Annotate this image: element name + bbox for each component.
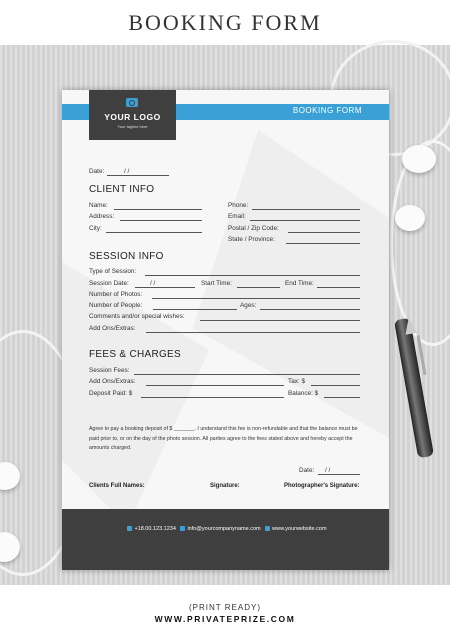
comments-field[interactable]	[200, 320, 360, 321]
phone-label: Phone:	[228, 202, 249, 209]
state-label: State / Province:	[228, 236, 275, 243]
logo	[89, 90, 176, 140]
booking-form-paper	[62, 90, 389, 570]
fees-addons-field[interactable]	[146, 385, 284, 386]
city-field[interactable]	[106, 232, 202, 233]
email-icon	[180, 526, 185, 531]
session-info-title: SESSION INFO	[89, 251, 164, 262]
name-label: Name:	[89, 202, 108, 209]
date-field[interactable]	[107, 175, 169, 176]
balance-label: Balance: $	[288, 390, 319, 397]
address-field[interactable]	[120, 220, 202, 221]
tax-field[interactable]	[311, 385, 360, 386]
start-time-label: Start Time:	[201, 280, 232, 287]
photographer-signature-label: Photographer's Signature:	[284, 483, 360, 489]
session-type-label: Type of Session:	[89, 268, 137, 275]
postal-label: Postal / Zip Code:	[228, 225, 279, 232]
camera-icon	[126, 98, 138, 107]
phone-field[interactable]	[252, 209, 360, 210]
print-ready-label: (PRINT READY)	[189, 603, 261, 612]
earphone-bud-right-1	[402, 145, 436, 173]
deposit-field[interactable]	[141, 397, 284, 398]
deposit-label: Deposit Paid: $	[89, 390, 133, 397]
logo-text: YOUR LOGO	[104, 112, 161, 122]
globe-icon	[265, 526, 270, 531]
name-field[interactable]	[114, 209, 202, 210]
contact-row	[62, 526, 389, 532]
postal-field[interactable]	[288, 232, 360, 233]
session-date-field[interactable]	[135, 287, 195, 288]
balance-field[interactable]	[324, 397, 360, 398]
site-url[interactable]: WWW.PRIVATEPRIZE.COM	[154, 614, 296, 624]
date-mask: / /	[124, 168, 130, 175]
end-time-label: End Time:	[285, 280, 314, 287]
session-fees-label: Session Fees:	[89, 367, 130, 374]
header-label: BOOKING FORM	[292, 106, 362, 115]
session-addons-field[interactable]	[146, 332, 360, 333]
session-fees-field[interactable]	[134, 374, 360, 375]
date-label: Date:	[89, 168, 105, 175]
email-field[interactable]	[250, 220, 360, 221]
client-info-title: CLIENT INFO	[89, 184, 155, 195]
ages-label: Ages:	[240, 302, 257, 309]
sign-date-label: Date:	[299, 467, 315, 474]
earphone-bud-right-2	[395, 205, 425, 231]
fees-title: FEES & CHARGES	[89, 349, 181, 360]
state-field[interactable]	[286, 243, 360, 244]
ages-field[interactable]	[260, 309, 360, 310]
session-date-label: Session Date:	[89, 280, 129, 287]
clients-full-names-label: Clients Full Names:	[89, 483, 145, 489]
people-label: Number of People:	[89, 302, 143, 309]
contact-footer	[62, 509, 389, 570]
photos-label: Number of Photos:	[89, 291, 143, 298]
signature-label: Signature:	[210, 483, 240, 489]
sign-date-field[interactable]	[318, 474, 360, 475]
page-title: BOOKING FORM	[128, 10, 322, 35]
logo-tagline: Your tagline here	[117, 124, 148, 129]
comments-label: Comments and/or special wishes:	[89, 313, 185, 320]
people-field[interactable]	[153, 309, 237, 310]
agreement-text: Agree to pay a booking deposit of $ _______. I understand this fee is non-refundable and that the balance must be paid prior to, or on the day of the photo session. All parties agree to the fees stated above and hereby accept the amounts charged.	[89, 426, 358, 451]
session-addons-label: Add Ons/Extras:	[89, 325, 136, 332]
tax-label: Tax: $	[288, 378, 306, 385]
end-time-field[interactable]	[317, 287, 360, 288]
start-time-field[interactable]	[237, 287, 280, 288]
address-label: Address:	[89, 213, 115, 220]
footer-website[interactable]: www.yourwebsite.com	[272, 526, 327, 532]
footer-email[interactable]: info@yourcompanyname.com	[187, 526, 261, 532]
photos-field[interactable]	[152, 298, 360, 299]
fees-addons-label: Add Ons/Extras:	[89, 378, 136, 385]
footer-phone: +18.00.123.1234	[134, 526, 176, 532]
sign-date-mask: / /	[325, 467, 331, 474]
email-label: Email:	[228, 213, 246, 220]
phone-icon	[127, 526, 132, 531]
session-type-field[interactable]	[145, 275, 360, 276]
city-label: City:	[89, 225, 102, 232]
session-date-mask: / /	[150, 280, 156, 287]
